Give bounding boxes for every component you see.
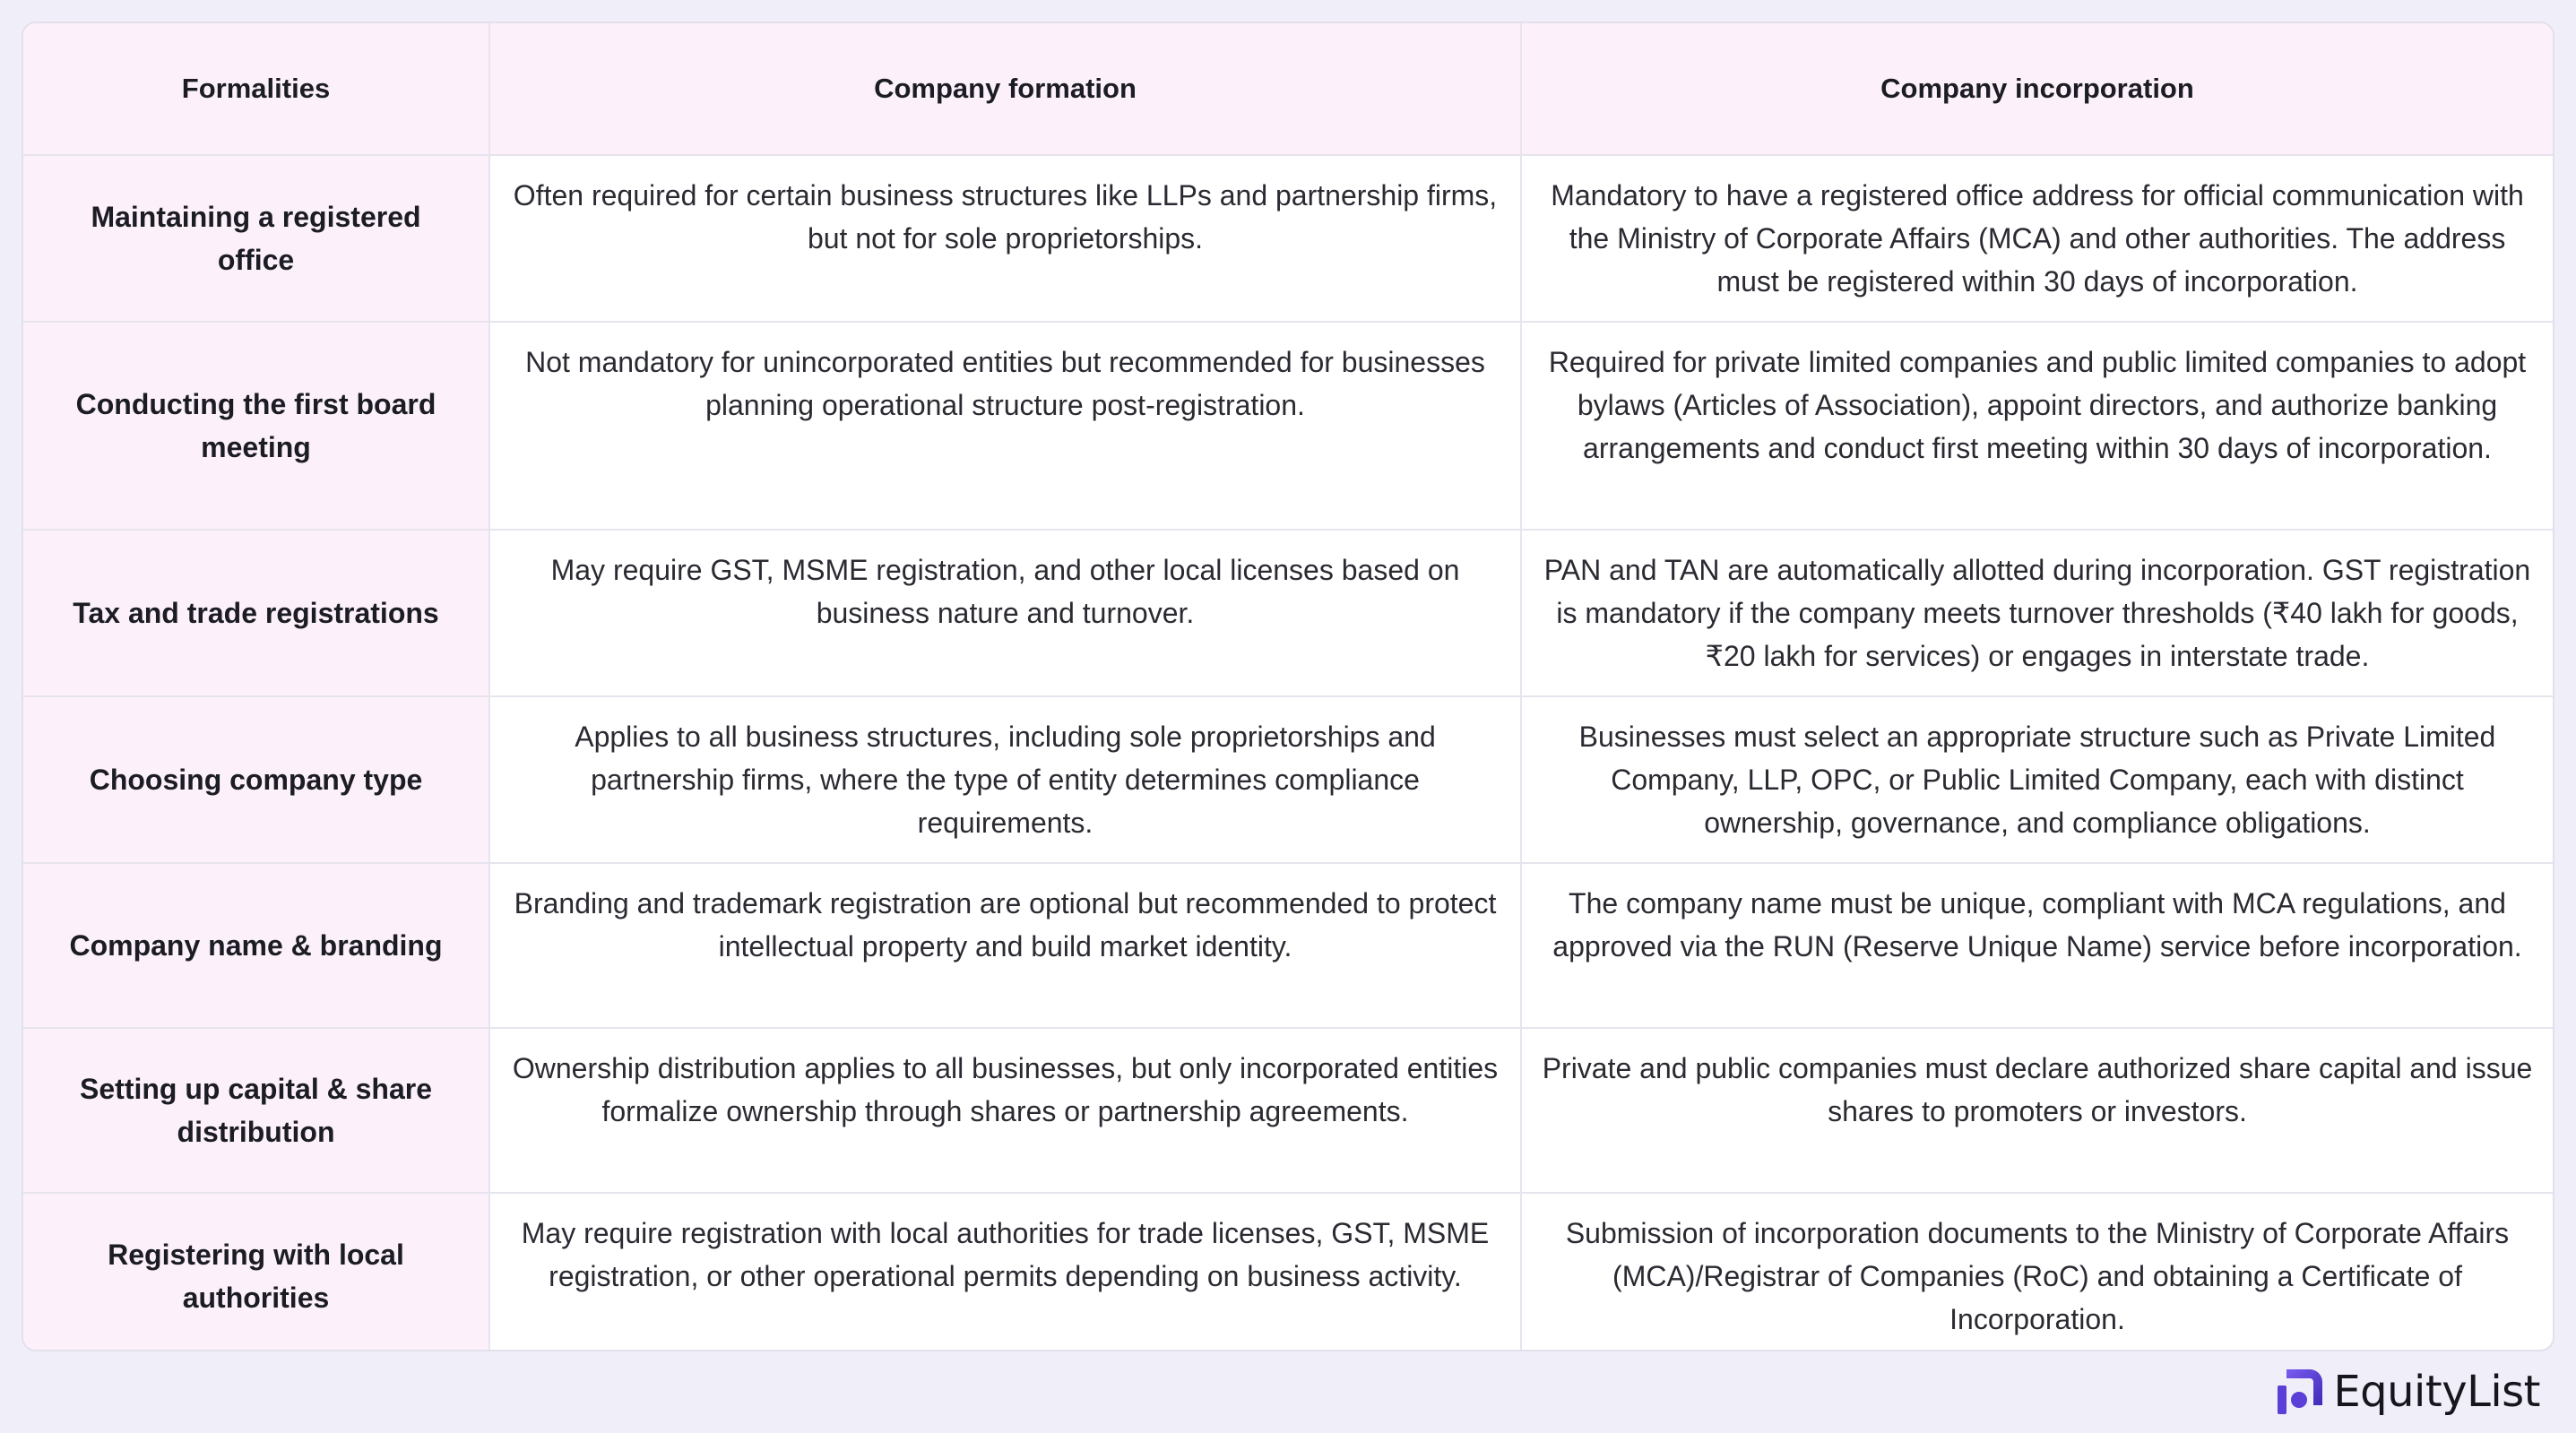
row-label: Setting up capital & share distribution — [23, 1028, 489, 1193]
incorporation-cell: Required for private limited companies and public limited companies to adopt bylaws (Articles of Association), appoint directors, and authorize banking arrangements and conduct first meeting within 30 days of incorporation. — [1521, 322, 2553, 530]
formation-cell: Ownership distribution applies to all businesses, but only incorporated entities formalize ownership through shares or partnership agreements. — [489, 1028, 1521, 1193]
incorporation-cell: PAN and TAN are automatically allotted during incorporation. GST registration is mandatory if the company meets turnover thresholds (₹40 lakh for goods, ₹20 lakh for services) or engages in interstate trade. — [1521, 530, 2553, 696]
formation-cell: Branding and trademark registration are optional but recommended to protect intellectual property and build market identity. — [489, 863, 1521, 1028]
table-row — [23, 322, 2553, 530]
comparison-table — [23, 23, 2553, 1351]
table-row — [23, 530, 2553, 696]
formation-cell: May require registration with local authorities for trade licenses, GST, MSME registration, or other operational permits depending on business activity. — [489, 1193, 1521, 1351]
table-row — [23, 1193, 2553, 1351]
header-company-incorporation: Company incorporation — [1521, 23, 2553, 155]
table-row — [23, 696, 2553, 863]
row-label: Conducting the first board meeting — [23, 322, 489, 530]
row-label: Choosing company type — [23, 696, 489, 863]
incorporation-cell: The company name must be unique, compliant with MCA regulations, and approved via the RUN (Reserve Unique Name) service before incorporation. — [1521, 863, 2553, 1028]
row-label: Company name & branding — [23, 863, 489, 1028]
header-formalities: Formalities — [23, 23, 489, 155]
row-label: Registering with local authorities — [23, 1193, 489, 1351]
incorporation-cell: Mandatory to have a registered office address for official communication with the Ministry of Corporate Affairs (MCA) and other authorities. The address must be registered within 30 days of incorporation. — [1521, 155, 2553, 322]
header-company-formation: Company formation — [489, 23, 1521, 155]
equitylist-logo-icon — [2274, 1366, 2326, 1418]
incorporation-cell: Businesses must select an appropriate structure such as Private Limited Company, LLP, OPC, or Public Limited Company, each with distinct ownership, governance, and compliance obligations. — [1521, 696, 2553, 863]
incorporation-cell: Private and public companies must declare authorized share capital and issue shares to promoters or investors. — [1521, 1028, 2553, 1193]
table-row — [23, 1028, 2553, 1193]
incorporation-cell: Submission of incorporation documents to the Ministry of Corporate Affairs (MCA)/Registrar of Companies (RoC) and obtaining a Certificate of Incorporation. — [1565, 1217, 2510, 1335]
formation-cell: Often required for certain business structures like LLPs and partnership firms, but not for sole proprietorships. — [489, 155, 1521, 322]
row-label: Tax and trade registrations — [23, 530, 489, 696]
table-row — [23, 155, 2553, 322]
table-row — [23, 863, 2553, 1028]
formation-cell: Not mandatory for unincorporated entities but recommended for businesses planning operational structure post-registration. — [489, 322, 1521, 530]
formation-cell: May require GST, MSME registration, and other local licenses based on business nature and turnover. — [489, 530, 1521, 696]
formation-cell: Applies to all business structures, including sole proprietorships and partnership firms, where the type of entity determines compliance requirements. — [489, 696, 1521, 863]
table-header-row — [23, 23, 2553, 155]
brand-logo — [2274, 1364, 2540, 1420]
comparison-table-card — [22, 22, 2554, 1351]
row-label: Maintaining a registered office — [23, 155, 489, 322]
brand-name: EquityList — [2333, 1367, 2540, 1417]
